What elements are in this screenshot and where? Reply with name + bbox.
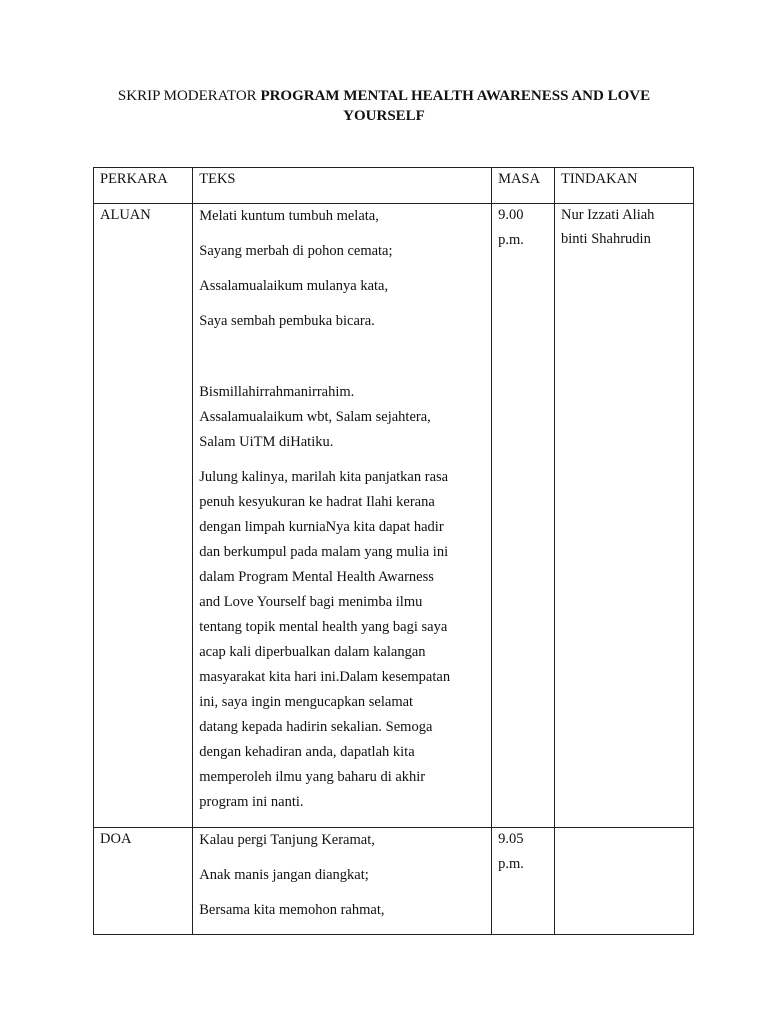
title-bold: PROGRAM MENTAL HEALTH AWARENESS AND LOVE YOURSELF [260, 88, 651, 124]
paragraph-line: tentang topik mental health yang bagi saya [199, 619, 448, 635]
paragraph-line: program ini nanti. [199, 794, 304, 810]
cell-teks-doa [193, 828, 492, 935]
paragraph-line: memperoleh ilmu yang baharu di akhir [199, 769, 426, 785]
paragraph-line: and Love Yourself bagi menimba ilmu [199, 594, 423, 610]
pantun-line: Melati kuntum tumbuh melata, [199, 208, 379, 224]
table-header-row [94, 168, 694, 204]
greeting-line: Bismillahirrahmanirrahim. [199, 384, 355, 400]
header-masa: MASA [492, 168, 555, 204]
paragraph-line: acap kali diperbualkan dalam kalangan [199, 644, 426, 660]
pantun-line: Sayang merbah di pohon cemata; [199, 243, 393, 259]
pantun-line: Saya sembah pembuka bicara. [199, 313, 375, 329]
paragraph-line: dalam Program Mental Health Awarness [199, 569, 434, 585]
header-perkara: PERKARA [94, 168, 193, 204]
table-row-aluan [94, 204, 694, 828]
pantun-line: Kalau pergi Tanjung Keramat, [199, 832, 375, 848]
pantun-line: Bersama kita memohon rahmat, [199, 902, 385, 918]
paragraph-line: dengan kehadiran anda, dapatlah kita [199, 744, 415, 760]
paragraph-line: ini, saya ingin mengucapkan selamat [199, 694, 414, 710]
paragraph-line: masyarakat kita hari ini.Dalam kesempatan [199, 669, 451, 685]
cell-perkara-aluan: ALUAN [94, 204, 193, 828]
paragraph-line: Julung kalinya, marilah kita panjatkan rasa [199, 469, 449, 485]
paragraph-line: dengan limpah kurniaNya kita dapat hadir [199, 519, 444, 535]
greeting-line: Salam UiTM diHatiku. [199, 434, 334, 450]
paragraph-line: datang kepada hadirin sekalian. Semoga [199, 719, 433, 735]
header-tindakan: TINDAKAN [555, 168, 694, 204]
document-title [80, 86, 688, 126]
greeting-line: Assalamualaikum wbt, Salam sejahtera, [199, 409, 431, 425]
pantun-line: Anak manis jangan diangkat; [199, 867, 369, 883]
cell-masa-doa: 9.05 p.m. [492, 828, 555, 935]
tindakan-line: binti Shahrudin [561, 231, 651, 247]
moderator-script-table [93, 167, 694, 935]
header-teks: TEKS [193, 168, 492, 204]
cell-tindakan-aluan [555, 204, 694, 828]
paragraph-line: penuh kesyukuran ke hadrat Ilahi kerana [199, 494, 435, 510]
tindakan-line: Nur Izzati Aliah [561, 207, 655, 223]
cell-masa-aluan: 9.00 p.m. [492, 204, 555, 828]
cell-teks-aluan [193, 204, 492, 828]
table-row-doa [94, 828, 694, 935]
pantun-line: Assalamualaikum mulanya kata, [199, 278, 389, 294]
paragraph-line: dan berkumpul pada malam yang mulia ini [199, 544, 449, 560]
title-prefix: SKRIP MODERATOR [117, 88, 261, 104]
cell-perkara-doa: DOA [94, 828, 193, 935]
cell-tindakan-doa [555, 828, 694, 935]
